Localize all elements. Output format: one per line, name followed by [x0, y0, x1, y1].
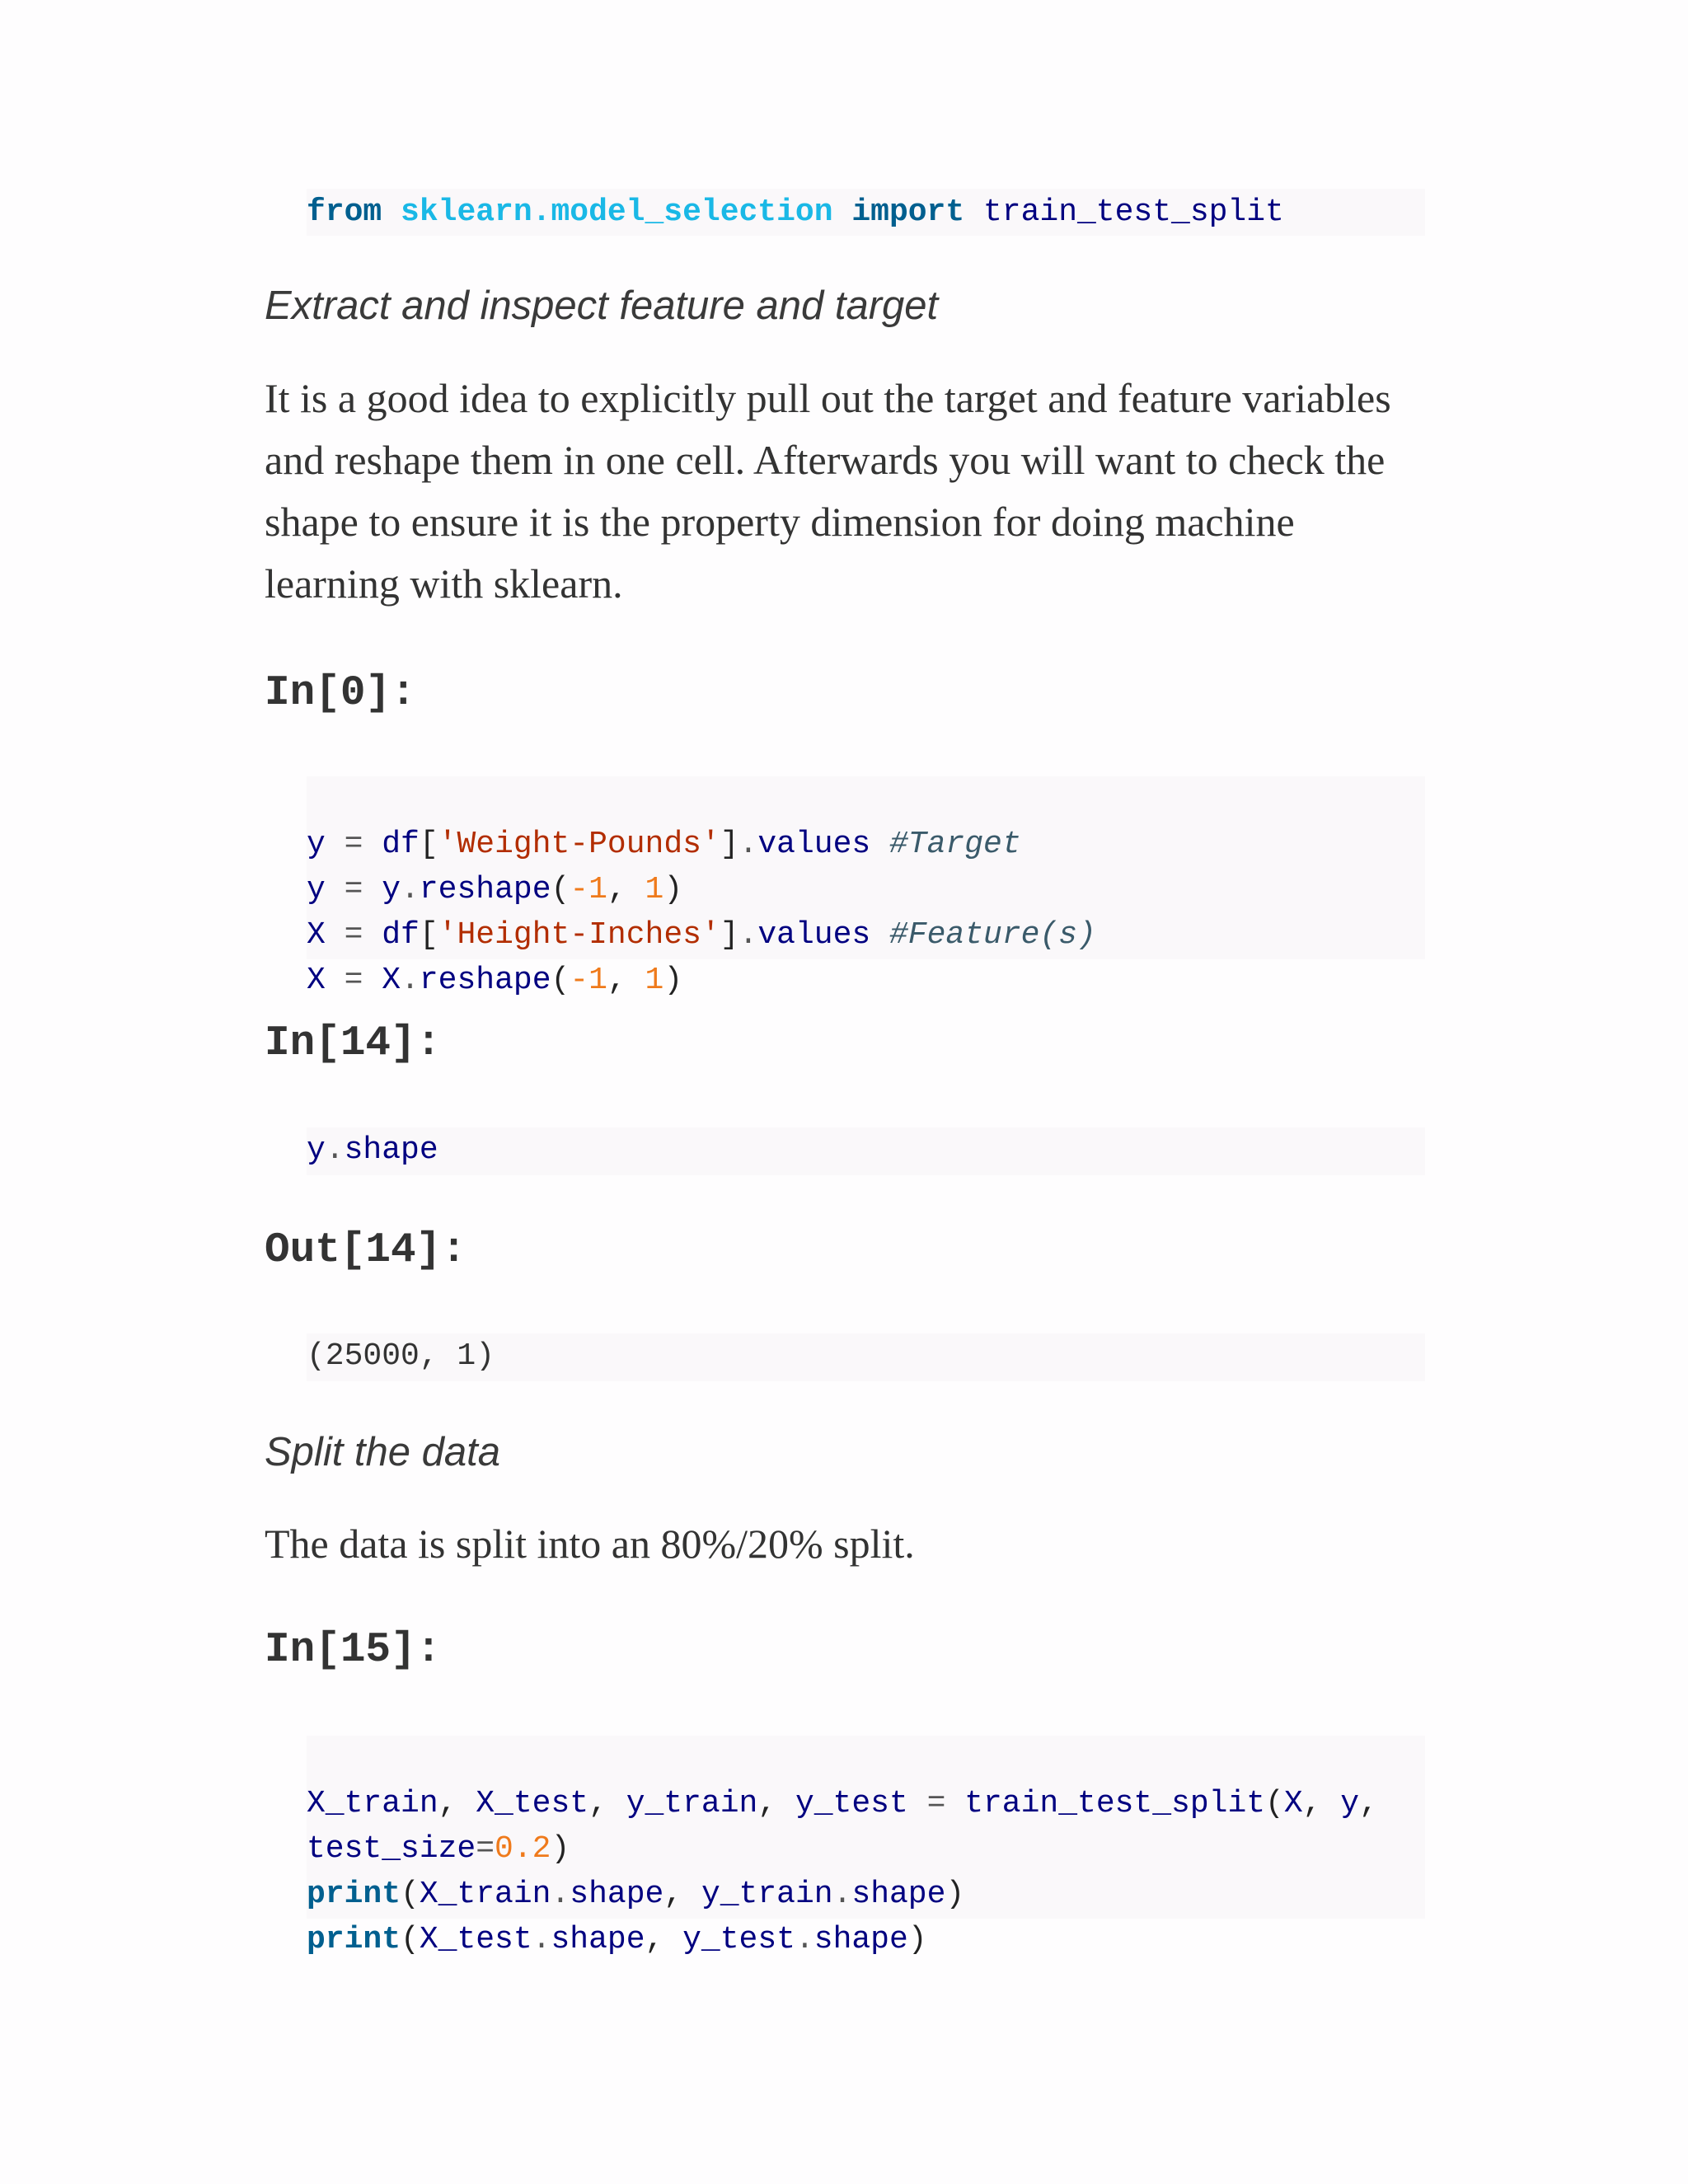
- code-cell-in0[interactable]: [307, 776, 1425, 998]
- keyword-from: from: [307, 194, 382, 230]
- keyword-import: import: [851, 194, 965, 230]
- input-prompt-0: In[0]:: [265, 670, 416, 717]
- code-line: X_train, X_test, y_train, y_test = train_test_split(X, y,: [307, 1786, 1378, 1821]
- code-line: X = X.reshape(-1, 1): [307, 963, 683, 998]
- code-line: print(X_test.shape, y_test.shape): [307, 1922, 927, 1957]
- code-line: y = y.reshape(-1, 1): [307, 872, 683, 907]
- code-cell-in15[interactable]: [307, 1736, 1425, 1957]
- module-name: sklearn.model_selection: [401, 194, 833, 230]
- code-cell-import[interactable]: [307, 189, 1425, 236]
- input-prompt-14: In[14]:: [265, 1020, 442, 1067]
- section-heading-extract: Extract and inspect feature and target: [265, 284, 939, 328]
- imported-name: train_test_split: [982, 194, 1284, 230]
- section-heading-split: Split the data: [265, 1430, 501, 1474]
- code-line: y = df['Weight-Pounds'].values #Target: [307, 827, 1021, 862]
- code-cell-in14[interactable]: y.shape: [307, 1127, 1425, 1175]
- code-line: test_size=0.2): [307, 1831, 570, 1867]
- output-cell-14: (25000, 1): [307, 1333, 1425, 1381]
- input-prompt-15: In[15]:: [265, 1627, 442, 1674]
- code-line: X = df['Height-Inches'].values #Feature(s): [307, 917, 1096, 953]
- section-paragraph-split: The data is split into an 80%/20% split.: [265, 1521, 915, 1567]
- output-prompt-14: Out[14]:: [265, 1227, 467, 1274]
- section-paragraph-extract: It is a good idea to explicitly pull out the target and feature variables and reshape them in one cell. Afterwards you will want to check the shape to ensure it is the property dimension for doing machine learning with sklearn.: [265, 375, 1391, 607]
- code-line: print(X_train.shape, y_train.shape): [307, 1877, 965, 1912]
